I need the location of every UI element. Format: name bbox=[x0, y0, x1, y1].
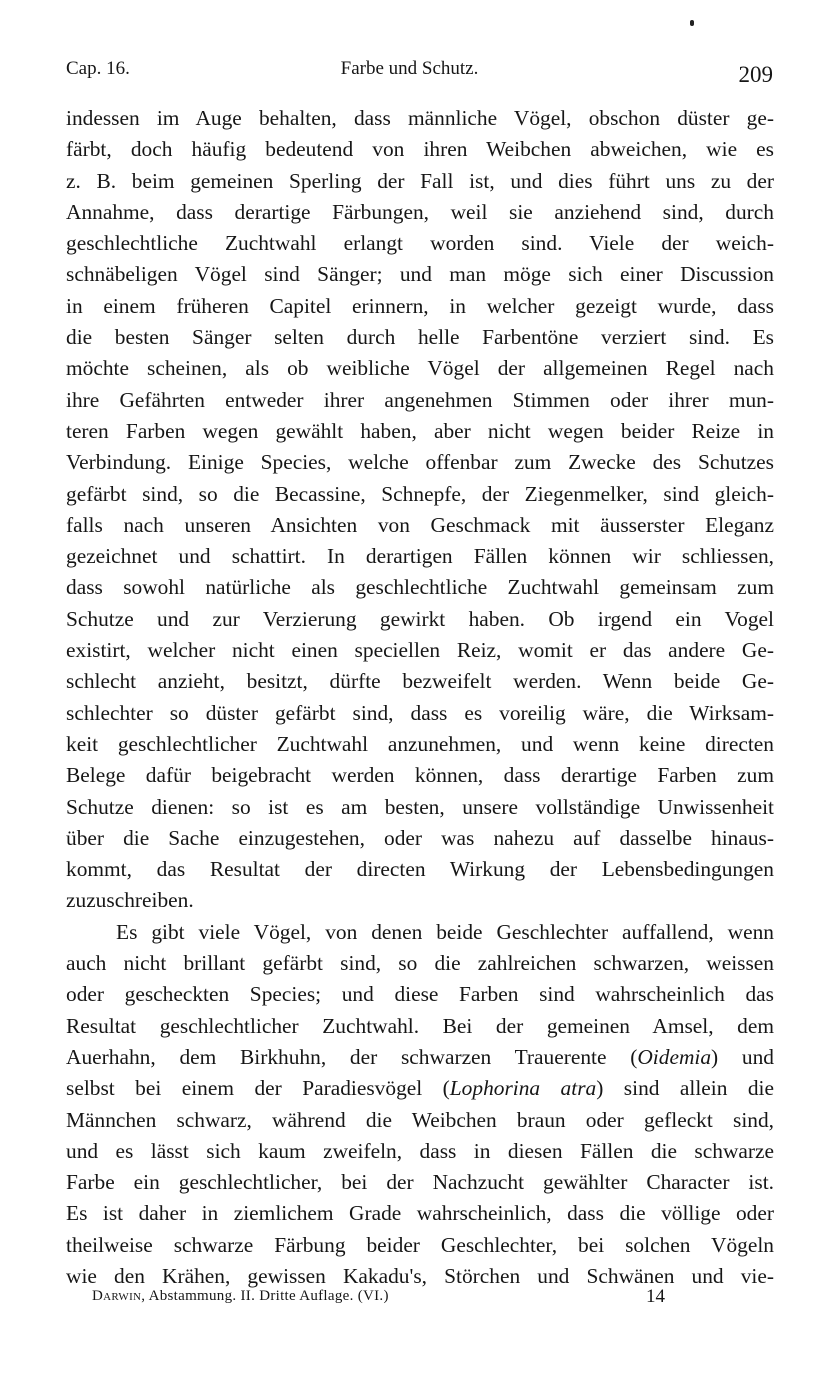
text-line: auch nicht brillant gefärbt sind, so die zahlreichen schwarzen, weissen bbox=[66, 951, 774, 976]
text-line: wie den Krähen, gewissen Kakadu's, Störchen und Schwänen und vie- bbox=[66, 1263, 774, 1288]
text-line: färbt, doch häufig bedeutend von ihren Weibchen abweichen, wie es bbox=[66, 137, 774, 162]
text-line: schlechter so düster gefärbt sind, dass es voreilig wäre, die Wirksam- bbox=[66, 700, 774, 725]
text-line: möchte scheinen, als ob weibliche Vögel der allgemeinen Regel nach bbox=[66, 356, 774, 381]
text-line: gefärbt sind, so die Becassine, Schnepfe, der Ziegenmelker, sind gleich- bbox=[66, 481, 774, 506]
text-line: falls nach unseren Ansichten von Geschmack mit äusserster Eleganz bbox=[66, 512, 774, 537]
text-line: teren Farben wegen gewählt haben, aber nicht wegen beider Reize in bbox=[66, 418, 774, 443]
text-line: geschlechtliche Zuchtwahl erlangt worden sind. Viele der weich- bbox=[66, 231, 774, 256]
page-number: 209 bbox=[738, 62, 773, 87]
paragraph-2 bbox=[66, 917, 774, 1293]
text-line: zuzuschreiben. bbox=[66, 888, 194, 913]
text-line: Schutze und zur Verzierung gewirkt haben. Ob irgend ein Vogel bbox=[66, 606, 774, 631]
text-line: oder gescheckten Species; und diese Farben sind wahrscheinlich das bbox=[66, 982, 774, 1007]
text-line: Verbindung. Einige Species, welche offenbar zum Zwecke des Schutzes bbox=[66, 450, 774, 475]
text-line bbox=[66, 1042, 774, 1073]
text-line: Farbe ein geschlechtlicher, bei der Nachzucht gewählter Character ist. bbox=[66, 1170, 774, 1195]
text-line: gezeichnet und schattirt. In derartigen Fällen können wir schliessen, bbox=[66, 544, 774, 569]
text-line: kommt, das Resultat der directen Wirkung der Lebensbedingungen bbox=[66, 857, 774, 882]
text-line: z. B. beim gemeinen Sperling der Fall ist, und dies führt uns zu der bbox=[66, 168, 774, 193]
text-line: theilweise schwarze Färbung beider Geschlechter, bei solchen Vögeln bbox=[66, 1232, 774, 1257]
text-line: schnäbeligen Vögel sind Sänger; und man möge sich einer Discussion bbox=[66, 262, 774, 287]
text-line: die besten Sänger selten durch helle Farbentöne verziert sind. Es bbox=[66, 325, 774, 350]
text-line: schlecht anzieht, besitzt, dürfte bezweifelt werden. Wenn beide Ge- bbox=[66, 669, 774, 694]
text-line: Es ist daher in ziemlichem Grade wahrscheinlich, dass die völlige oder bbox=[66, 1201, 774, 1226]
text-line: in einem früheren Capitel erinnern, in welcher gezeigt wurde, dass bbox=[66, 293, 774, 318]
text-line: Es gibt viele Vögel, von denen beide Geschlechter auffallend, wenn bbox=[116, 919, 774, 944]
signature-mark: 14 bbox=[646, 1286, 665, 1307]
text-line: Belege dafür beigebracht werden können, dass derartige Farben zum bbox=[66, 763, 774, 788]
footer-citation: , Abstammung. II. Dritte Auflage. (VI.) bbox=[141, 1288, 389, 1304]
text-line: ihre Gefährten entweder ihrer angenehmen Stimmen oder ihrer mun- bbox=[66, 387, 774, 412]
text-line: über die Sache einzugestehen, oder was nahezu auf dasselbe hinaus- bbox=[66, 825, 774, 850]
text-line: keit geschlechtlicher Zuchtwahl anzunehmen, und wenn keine directen bbox=[66, 731, 774, 756]
text-line: indessen im Auge behalten, dass männliche Vögel, obschon düster ge- bbox=[66, 106, 774, 130]
chapter-label: Cap. 16. bbox=[66, 58, 130, 79]
text-line: Männchen schwarz, während die Weibchen braun oder gefleckt sind, bbox=[66, 1107, 774, 1132]
header-title: Farbe und Schutz. bbox=[340, 58, 479, 79]
running-header bbox=[66, 58, 773, 88]
italic-species: Lophorina atra bbox=[449, 1076, 597, 1101]
text-line: Annahme, dass derartige Färbungen, weil sie anziehend sind, durch bbox=[66, 199, 774, 224]
footer-note bbox=[92, 1286, 665, 1307]
text-segment: ) sind allein die bbox=[596, 1076, 774, 1101]
text-line: Resultat geschlechtlicher Zuchtwahl. Bei der gemeinen Amsel, dem bbox=[66, 1013, 774, 1038]
speck-mark bbox=[690, 20, 694, 26]
text-line: dass sowohl natürliche als geschlechtliche Zuchtwahl gemeinsam zum bbox=[66, 575, 774, 600]
text-line: existirt, welcher nicht einen speciellen Reiz, womit er das andere Ge- bbox=[66, 638, 774, 663]
text-line bbox=[66, 1073, 774, 1104]
text-segment: Auerhahn, dem Birkhuhn, der schwarzen Trauerente ( bbox=[66, 1044, 638, 1069]
text-segment: selbst bei einem der Paradiesvögel ( bbox=[66, 1076, 450, 1101]
text-line: und es lässt sich kaum zweifeln, dass in diesen Fällen die schwarze bbox=[66, 1138, 774, 1163]
footer-author: Darwin bbox=[92, 1288, 142, 1304]
body-text bbox=[66, 103, 774, 1292]
text-line: Schutze dienen: so ist es am besten, unsere vollständige Unwissenheit bbox=[66, 794, 774, 819]
paragraph-1 bbox=[66, 103, 774, 917]
text-segment: ) und bbox=[711, 1044, 774, 1069]
italic-genus: Oidemia bbox=[637, 1044, 712, 1069]
